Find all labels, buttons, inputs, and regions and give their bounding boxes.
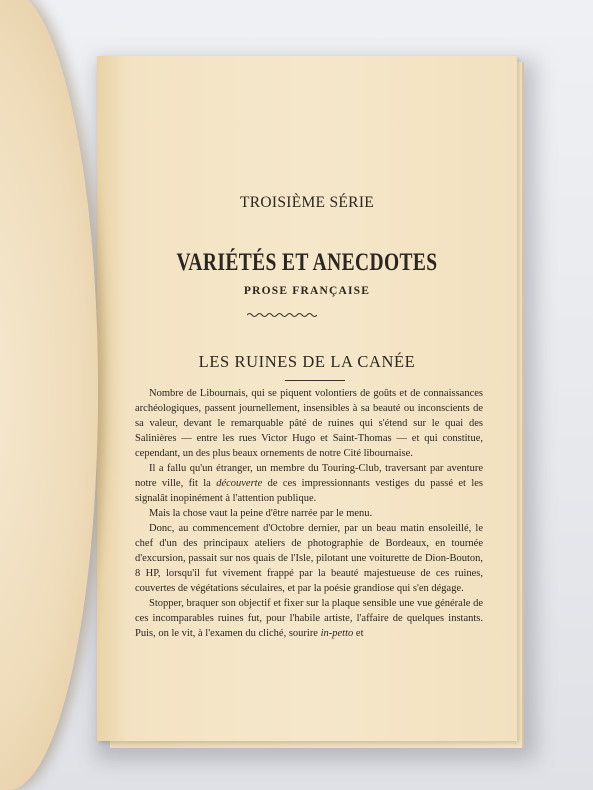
body-text xyxy=(135,386,483,641)
section-title: LES RUINES DE LA CANÉE xyxy=(198,352,416,371)
book-title: VARIÉTÉS ET ANECDOTES xyxy=(176,249,438,276)
ornament-divider xyxy=(247,311,317,319)
paragraph-4: Donc, au commencement d'Octobre dernier, par un beau matin ensoleillé, le chef d'un des principaux ateliers de photographie de Bordeaux, en tournée d'excursion, passait sur nos quais de l'Isle, pilotant une voiturette de Dion-Bouton, 8 HP, lorsqu'il fut vivement frappé par la beauté majestueuse de ces ruines, couvertes de végétations séculaires, et par la poésie grandiose qui s'en dégage. xyxy=(135,523,483,594)
paragraph-2: Il a fallu qu'un étranger, un membre du Touring-Club, traversant par aventure notre ville, fit la découverte de ces impressionnants vestiges du passé et les signalât inopinément à l'attention publique. xyxy=(135,463,483,504)
book-subtitle: PROSE FRANÇAISE xyxy=(243,285,371,297)
paragraph-3: Mais la chose vaut la peine d'être narrée par le menu. xyxy=(149,508,373,519)
paragraph-5: Stopper, braquer son objectif et fixer sur la plaque sensible une vue générale de ces incomparables ruines fut, pour l'habile artiste, l'affaire de quelques instants. Puis, on le vit, à l'examen du cliché, sourire in-petto et xyxy=(135,598,483,639)
section-rule xyxy=(285,380,345,381)
paragraph-1: Nombre de Libournais, qui se piquent volontiers de goûts et de connaissances archéologiques, passent journellement, insensibles à sa beauté ou inconscients de sa valeur, devant le remarquable pâté de ruines qui s'étend sur le quai des Salinières — entre les rues Victor Hugo et Saint-Thomas — et qui constitue, cependant, un des plus beaux ornements de notre Cité libournaise. xyxy=(135,388,483,459)
series-label: TROISIÈME SÉRIE xyxy=(239,194,375,211)
book-page xyxy=(97,56,517,741)
